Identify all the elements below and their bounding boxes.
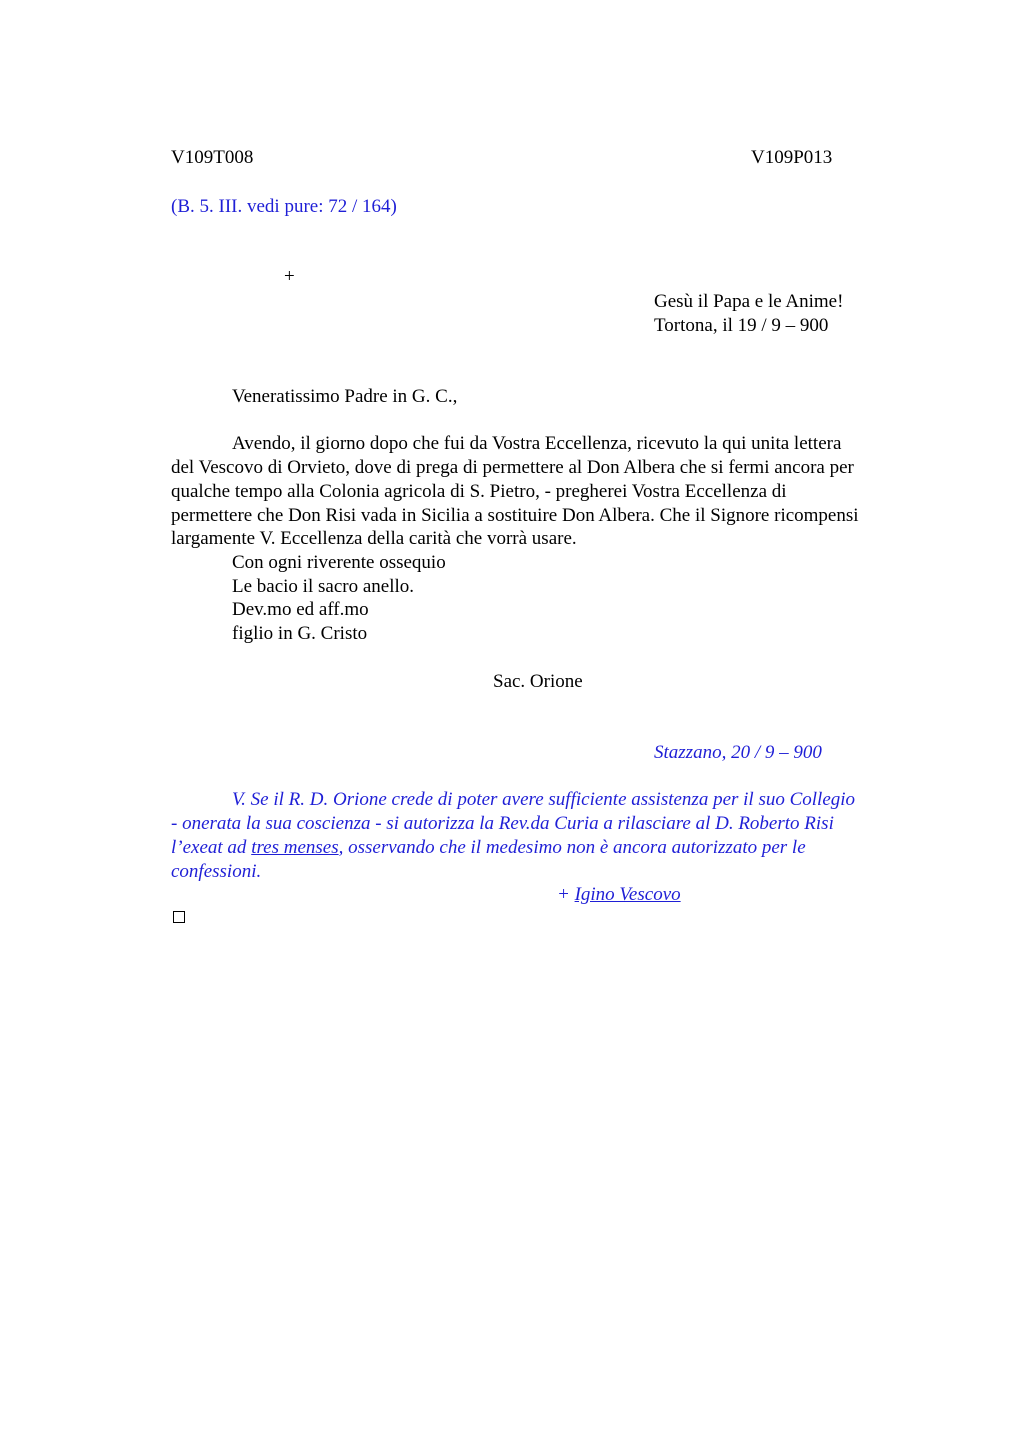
reply-line: V. Se il R. D. Orione crede di poter avere sufficiente assistenza per il suo Collegio [232, 789, 856, 810]
reply-line [171, 836, 806, 860]
reply-place-date: Stazzano, 20 / 9 – 900 [654, 742, 822, 763]
signature-name: Igino Vescovo [574, 884, 681, 905]
body-line: qualche tempo alla Colonia agricola di S. Pietro, - pregherei Vostra Eccellenza di [171, 481, 787, 502]
document-code-left: V109T008 [171, 147, 254, 168]
salutation: Veneratissimo Padre in G. C., [232, 386, 458, 407]
letter-place-date: Tortona, il 19 / 9 – 900 [654, 315, 829, 336]
reply-line: - onerata la sua coscienza - si autorizza la Rev.da Curia a rilasciare al D. Roberto Risi [171, 813, 834, 834]
document-code-right: V109P013 [751, 147, 833, 168]
reply-text: , osservando che il medesimo non è ancora autorizzato per le [338, 837, 806, 858]
body-line: Avendo, il giorno dopo che fui da Vostra Eccellenza, ricevuto la qui unita lettera [232, 433, 842, 454]
underlined-phrase: tres menses [251, 837, 339, 858]
body-line: del Vescovo di Orvieto, dove di prega di permettere al Don Albera che si fermi ancora per [171, 457, 854, 478]
motto: Gesù il Papa e le Anime! [654, 291, 844, 312]
reply-signature [557, 883, 681, 907]
cross-symbol: + [284, 266, 295, 287]
archive-reference: (B. 5. III. vedi pure: 72 / 164) [171, 196, 397, 217]
closing-line: Con ogni riverente ossequio [232, 552, 446, 573]
letter-signature: Sac. Orione [493, 671, 583, 692]
body-line: largamente V. Eccellenza della carità che vorrà usare. [171, 528, 577, 549]
closing-line: Le bacio il sacro anello. [232, 576, 415, 597]
reply-text: l’exeat ad [171, 837, 252, 858]
body-line: permettere che Don Risi vada in Sicilia a sostituire Don Albera. Che il Signore ricompensi [171, 505, 859, 526]
closing-line: Dev.mo ed aff.mo [232, 599, 369, 620]
end-marker-box-icon [173, 911, 185, 923]
signature-cross: + [557, 884, 575, 905]
closing-line: figlio in G. Cristo [232, 623, 368, 644]
reply-line: confessioni. [171, 861, 262, 882]
